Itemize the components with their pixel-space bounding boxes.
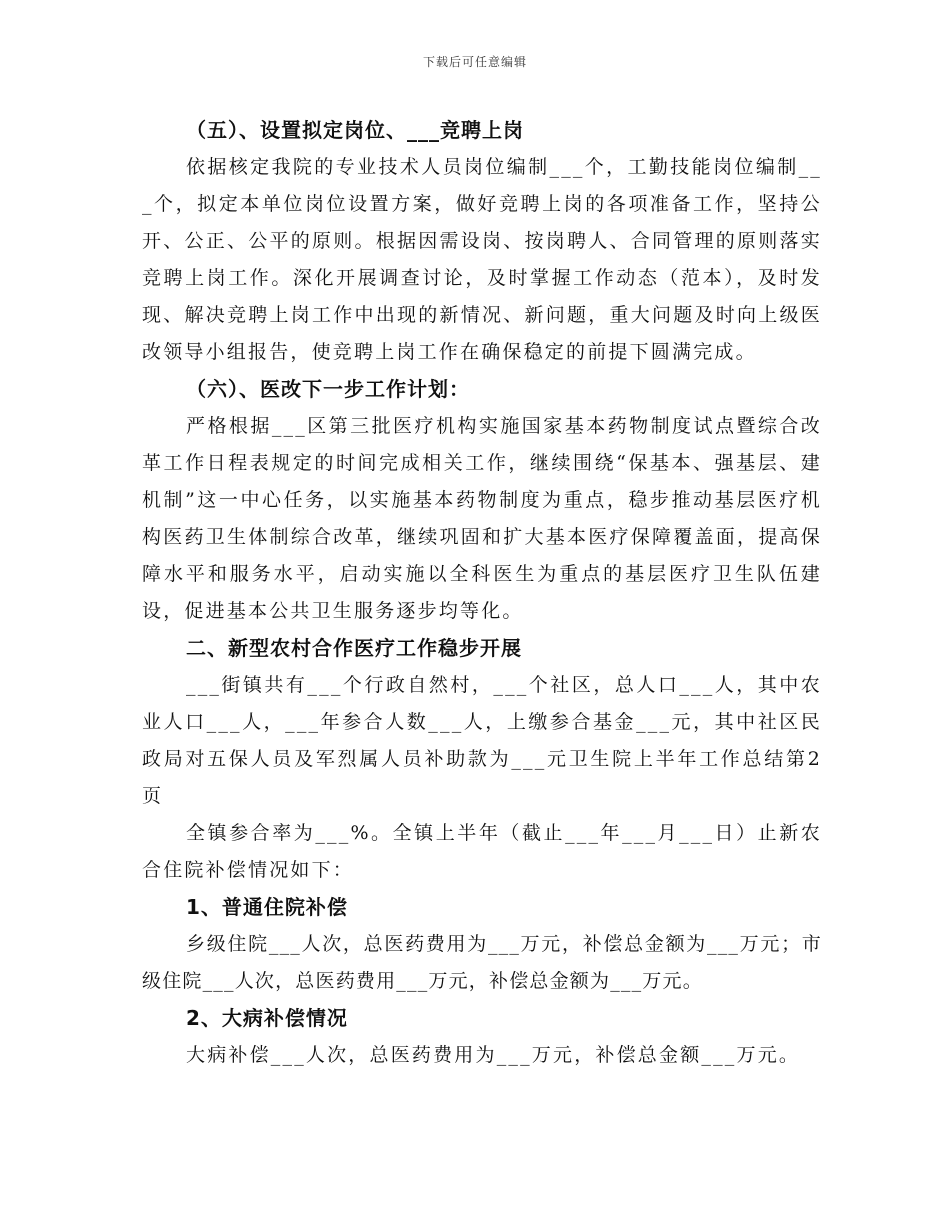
document-body [142,112,822,1074]
section-heading: 1、普通住院补偿 [186,895,348,919]
section-heading: 二、新型农村合作医疗工作稳步开展 [186,636,522,660]
section-heading: 2、大病补偿情况 [186,1006,348,1030]
paragraph: 乡级住院___人次，总医药费用为___万元，补偿总金额为___万元；市级住院___人次，总医药费用___万元，补偿总金额为___万元。 [142,933,822,992]
page-header: 下载后可任意编辑 [422,55,527,69]
paragraph: 依据核定我院的专业技术人员岗位编制___个，工勤技能岗位编制___个，拟定本单位岗位设置方案，做好竞聘上岗的各项准备工作，坚持公开、公正、公平的原则。根据因需设岗、按岗聘人、合同管理的原则落实竞聘上岗工作。深化开展调查讨论，及时掌握工作动态（范本），及时发现、解决竞聘上岗工作中出现的新情况、新问题，重大问题及时向上级医改领导小组报告，使竞聘上岗工作在确保稳定的前提下圆满完成。 [142,156,822,363]
paragraph: ___街镇共有___个行政自然村，___个社区，总人口___人，其中农业人口___人，___年参合人数___人，上缴参合基金___元，其中社区民政局对五保人员及军烈属人员补助款为___元卫生院上半年工作总结第2页 [142,674,822,807]
section-heading: （五）、设置拟定岗位、___竞聘上岗 [186,118,524,142]
paragraph: 全镇参合率为___%。全镇上半年（截止___年___月___日）止新农合住院补偿情况如下： [142,822,822,881]
paragraph: 大病补偿___人次，总医药费用为___万元，补偿总金额___万元。 [186,1044,801,1066]
section-heading: （六）、医改下一步工作计划： [186,377,470,401]
paragraph: 严格根据___区第三批医疗机构实施国家基本药物制度试点暨综合改革工作日程表规定的时间完成相关工作，继续围绕“保基本、强基层、建机制”这一中心任务，以实施基本药物制度为重点，稳步推动基层医疗机构医药卫生体制综合改革，继续巩固和扩大基本医疗保障覆盖面，提高保障水平和服务水平，启动实施以全科医生为重点的基层医疗卫生队伍建设，促进基本公共卫生服务逐步均等化。 [142,415,822,622]
